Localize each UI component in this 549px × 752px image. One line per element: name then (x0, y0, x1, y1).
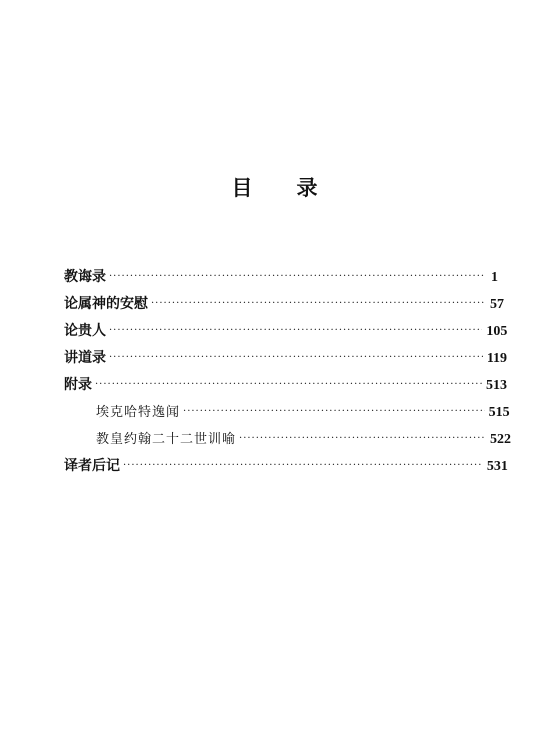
toc-leader-dots (109, 344, 483, 371)
toc-page-number: 513 (486, 378, 507, 393)
toc-leader-dots (151, 290, 486, 317)
table-of-contents (64, 264, 511, 480)
title-char-1: 目 (231, 176, 253, 200)
toc-entry-label: 论贵人 (64, 323, 106, 339)
toc-entry-label: 讲道录 (64, 350, 106, 366)
toc-leader-dots (95, 371, 482, 398)
title-char-2: 录 (296, 176, 318, 200)
toc-leader-dots (109, 317, 482, 344)
toc-entry-label: 埃克哈特逸闻 (96, 405, 181, 420)
toc-page-number: 515 (488, 405, 510, 420)
toc-leader-dots (183, 398, 485, 425)
toc-page-number: 105 (486, 324, 508, 339)
toc-entry-label: 附录 (64, 377, 92, 393)
toc-page-number: 531 (486, 459, 508, 474)
toc-entry-lunguiren[interactable] (64, 318, 508, 345)
toc-page-number: 522 (490, 432, 511, 447)
toc-page-number: 57 (490, 297, 504, 312)
toc-entry-jiaohuilu[interactable] (64, 264, 498, 291)
toc-leader-dots (109, 263, 486, 290)
toc-entry-label: 译者后记 (64, 458, 120, 474)
toc-subentry-papal-bull[interactable] (64, 426, 511, 453)
toc-entry-fulu[interactable] (64, 372, 507, 399)
toc-entry-label: 教皇约翰二十二世训喻 (96, 432, 237, 447)
toc-entry-label: 教诲录 (64, 269, 106, 285)
toc-entry-translator-afterword[interactable] (64, 453, 508, 480)
toc-leader-dots (123, 452, 483, 479)
toc-entry-label: 论属神的安慰 (64, 296, 148, 312)
toc-leader-dots (239, 425, 486, 452)
toc-page-number: 1 (491, 270, 498, 285)
toc-subentry-anecdotes[interactable] (64, 399, 510, 426)
toc-entry-jiangdaolu[interactable] (64, 345, 508, 372)
toc-entry-lunshushen[interactable] (64, 291, 504, 318)
toc-page-number: 119 (486, 351, 508, 366)
page-title (0, 172, 549, 202)
